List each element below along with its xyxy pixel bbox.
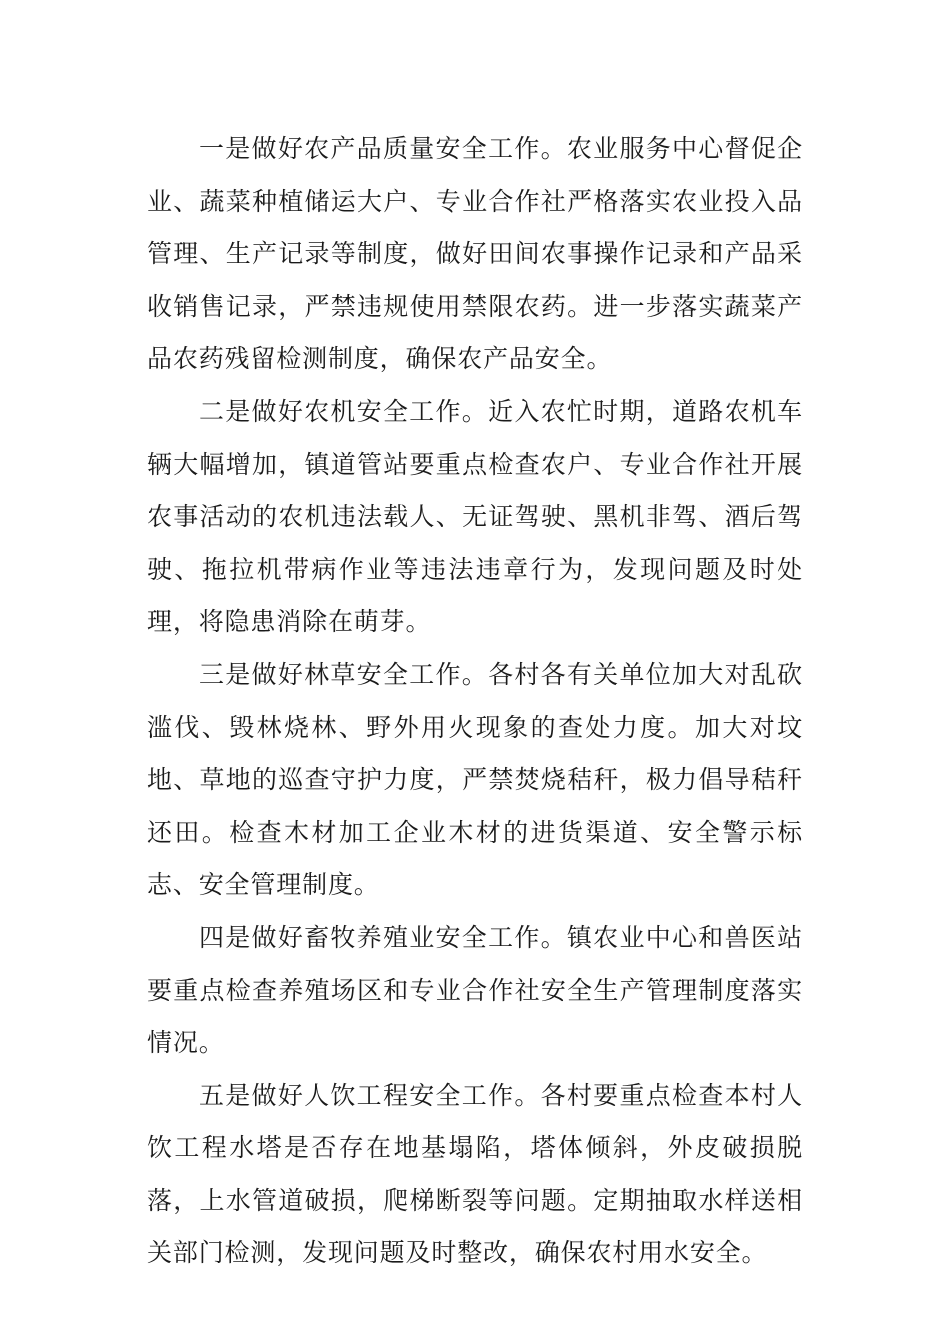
paragraph-agricultural-product-safety: 一是做好农产品质量安全工作。农业服务中心督促企业、蔬菜种植储运大户、专业合作社严格落实农业投入品管理、生产记录等制度，做好田间农事操作记录和产品采收销售记录，严禁违规使用禁限农药。进一步落实蔬菜产品农药残留检测制度，确保农产品安全。 xyxy=(147,134,803,374)
paragraph-livestock-farming-safety: 四是做好畜牧养殖业安全工作。镇农业中心和兽医站要重点检查养殖场区和专业合作社安全生产管理制度落实情况。 xyxy=(147,922,803,1058)
paragraph-farm-machinery-safety: 二是做好农机安全工作。近入农忙时期，道路农机车辆大幅增加，镇道管站要重点检查农户、专业合作社开展农事活动的农机违法载人、无证驾驶、黑机非驾、酒后驾驶、拖拉机带病作业等违法违章行为，发现问题及时处理，将隐患消除在萌芽。 xyxy=(147,396,803,637)
document-body xyxy=(147,123,803,1280)
paragraph-forest-grassland-safety: 三是做好林草安全工作。各村各有关单位加大对乱砍滥伐、毁林烧林、野外用火现象的查处力度。加大对坟地、草地的巡查守护力度，严禁焚烧秸秆，极力倡导秸秆还田。检查木材加工企业木材的进货渠道、安全警示标志、安全管理制度。 xyxy=(147,659,803,900)
paragraph-drinking-water-safety: 五是做好人饮工程安全工作。各村要重点检查本村人饮工程水塔是否存在地基塌陷，塔体倾斜，外皮破损脱落，上水管道破损，爬梯断裂等问题。定期抽取水样送相关部门检测，发现问题及时整改，确保农村用水安全。 xyxy=(147,1080,803,1268)
